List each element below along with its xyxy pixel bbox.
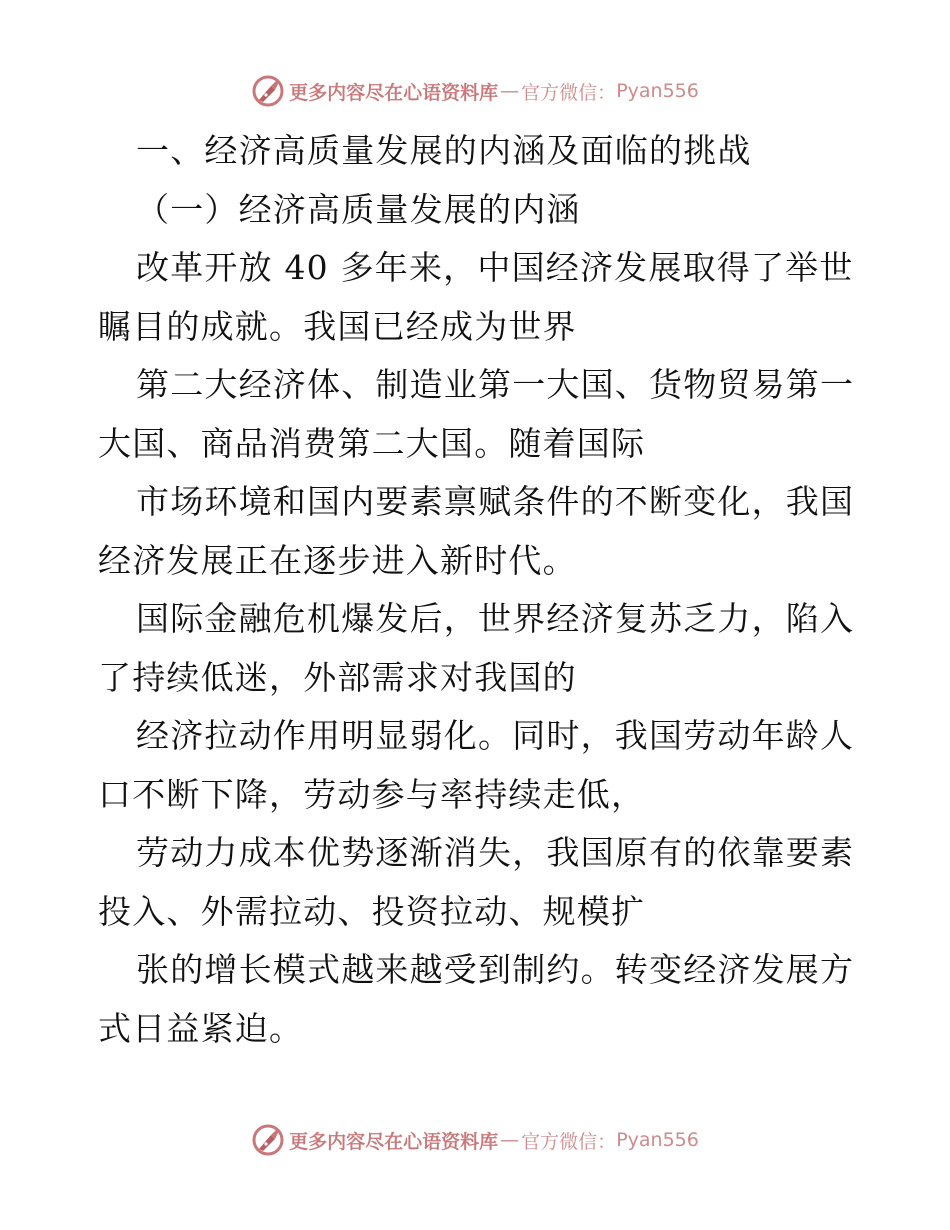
text-line: 第二大经济体、制造业第一大国、货物贸易第一 (136, 365, 855, 404)
section-heading: 一、经济高质量发展的内涵及面临的挑战 (136, 131, 752, 170)
text-line: 劳动力成本优势逐渐消失，我国原有的依靠要素 (136, 833, 855, 872)
pen-nib-circle-icon (251, 1123, 285, 1157)
watermark-text: 更多内容尽在心语资料库 (289, 81, 499, 104)
text-line: 国际金融危机爆发后，世界经济复苏乏力，陷入 (136, 599, 855, 638)
watermark-separator: — (500, 1129, 520, 1151)
header-watermark (0, 71, 950, 111)
watermark-wechat-label: 官方微信： (521, 81, 617, 104)
footer-watermark (0, 1120, 950, 1160)
text-line: 口不断下降，劳动参与率持续走低， (98, 774, 646, 814)
text-line: 瞩目的成就。我国已经成为世界 (98, 306, 577, 346)
text-line: 了持续低迷，外部需求对我国的 (98, 657, 577, 697)
watermark-wechat-id: Pyan556 (616, 80, 699, 102)
watermark-text: 更多内容尽在心语资料库 (289, 1130, 499, 1153)
watermark-wechat-id: Pyan556 (616, 1129, 699, 1151)
text-line: 大国、商品消费第二大国。随着国际 (98, 423, 646, 463)
watermark-separator: — (500, 80, 520, 102)
text-line: 经济拉动作用明显弱化。同时，我国劳动年龄人 (136, 716, 855, 755)
text-line: 投入、外需拉动、投资拉动、规模扩 (98, 891, 646, 931)
pen-nib-circle-icon (251, 74, 285, 108)
text-line: 式日益紧迫。 (98, 1008, 304, 1048)
watermark-wechat-label: 官方微信： (521, 1130, 617, 1153)
document-body (98, 122, 858, 1058)
text-line: 张的增长模式越来越受到制约。转变经济发展方 (136, 950, 855, 989)
subsection-heading: （一）经济高质量发展的内涵 (136, 189, 581, 229)
text-line: 市场环境和国内要素禀赋条件的不断变化，我国 (136, 482, 855, 521)
text-line: 改革开放 40 多年来，中国经济发展取得了举世 (136, 248, 854, 287)
text-line: 经济发展正在逐步进入新时代。 (98, 540, 577, 580)
